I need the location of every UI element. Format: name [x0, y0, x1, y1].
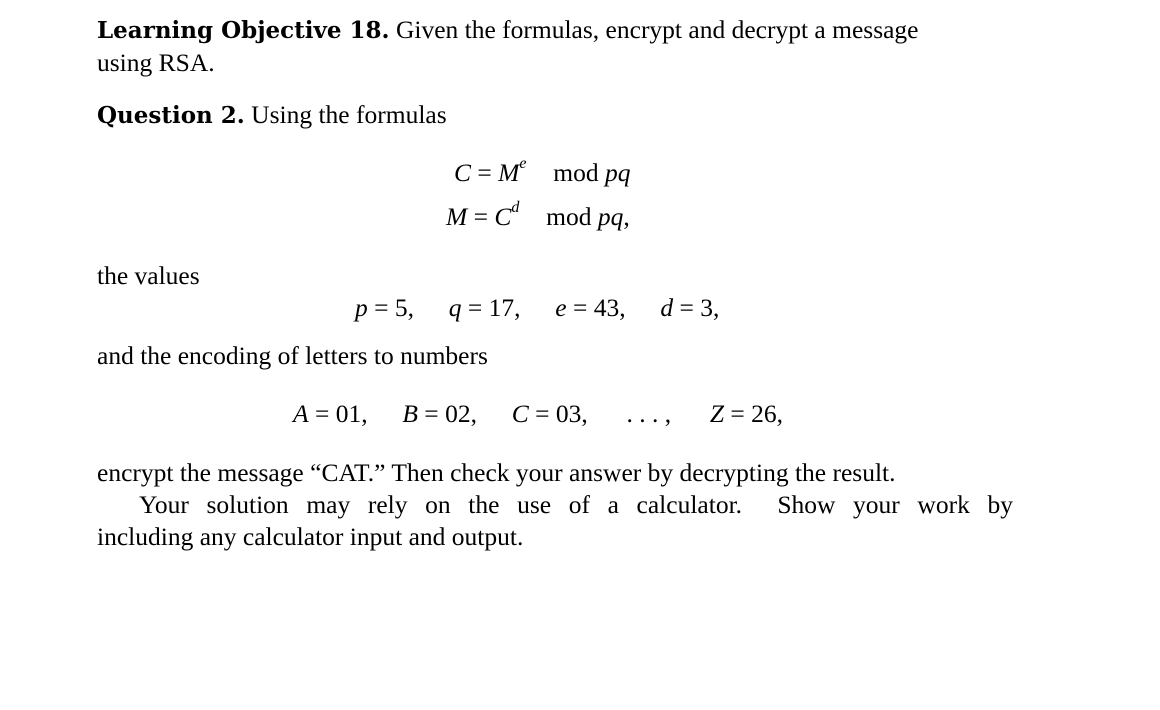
learning-objective — [97, 14, 1013, 79]
value-e-eq: = — [572, 293, 588, 322]
encoding-b — [402, 399, 483, 428]
formula-encrypt-lhs: C — [454, 158, 472, 187]
instructions-line2 — [97, 489, 1013, 521]
question-label: Question 2. — [97, 102, 245, 129]
formula-decrypt — [446, 198, 630, 233]
formula-encrypt-mod: mod — [553, 158, 599, 187]
value-p-val: 5, — [394, 293, 415, 322]
encoding-b-val: 02, — [445, 399, 477, 428]
encoding-c-eq: = — [535, 399, 550, 428]
value-q-eq: = — [467, 293, 483, 322]
value-d — [660, 293, 719, 322]
encoding-c-val: 03, — [555, 399, 588, 428]
value-p — [355, 293, 420, 322]
value-q-val: 17, — [488, 293, 521, 322]
encoding-intro: and the encoding of letters to numbers — [97, 341, 488, 370]
encoding-a-var: A — [293, 399, 309, 428]
formula-decrypt-lhs: M — [446, 202, 468, 231]
value-p-eq: = — [374, 293, 389, 322]
instructions-line2-text: Your solution may rely on the use of a calculator. Show your work by — [139, 490, 1013, 519]
formula-decrypt-modulus: pq — [597, 202, 624, 231]
value-d-var: d — [660, 293, 674, 322]
formula-decrypt-base: C — [494, 202, 512, 231]
encoding-z-eq: = — [730, 399, 745, 428]
value-d-eq: = — [679, 293, 694, 322]
question-intro: Using the formulas — [251, 100, 447, 129]
value-q-var: q — [448, 293, 462, 322]
encoding-ellipsis: . . . , — [626, 399, 672, 428]
instructions-line3: including any calculator input and output. — [97, 522, 524, 551]
encoding-a-val: 01, — [335, 399, 368, 428]
encoding-z-val: 26, — [751, 399, 784, 428]
formula-encrypt-modulus: pq — [604, 158, 631, 187]
values-intro: the values — [97, 261, 200, 290]
formula-encrypt-eq: = — [477, 158, 492, 187]
value-q — [449, 293, 527, 322]
encoding-b-var: B — [402, 399, 418, 428]
values-line — [355, 292, 719, 324]
formula-encrypt-base: M — [498, 158, 520, 187]
objective-text-line1: Given the formulas, encrypt and decrypt a message — [395, 15, 919, 44]
encoding-c — [512, 399, 594, 428]
objective-label: Learning Objective 18. — [97, 17, 390, 44]
value-e — [555, 293, 632, 322]
encoding-c-var: C — [511, 399, 529, 428]
formula-decrypt-trail: , — [623, 202, 630, 231]
formula-decrypt-eq: = — [473, 202, 489, 231]
encoding-line — [293, 398, 783, 430]
encoding-a — [293, 399, 374, 428]
formula-decrypt-mod: mod — [546, 202, 592, 231]
objective-text-line2: using RSA. — [97, 48, 215, 77]
instructions-line1: encrypt the message “CAT.” Then check your answer by decrypting the result. — [97, 458, 896, 487]
formula-encrypt-exp: e — [519, 154, 527, 172]
question-heading — [97, 99, 447, 132]
formula-encrypt — [454, 154, 631, 189]
value-e-var: e — [555, 293, 567, 322]
encoding-z-var: Z — [709, 399, 725, 428]
formula-decrypt-exp: d — [511, 198, 520, 216]
encoding-b-eq: = — [424, 399, 439, 428]
value-p-var: p — [355, 293, 368, 322]
value-d-val: 3, — [700, 293, 720, 322]
encoding-z — [710, 399, 783, 428]
encoding-a-eq: = — [314, 399, 330, 428]
value-e-val: 43, — [593, 293, 626, 322]
instructions — [97, 457, 1013, 553]
